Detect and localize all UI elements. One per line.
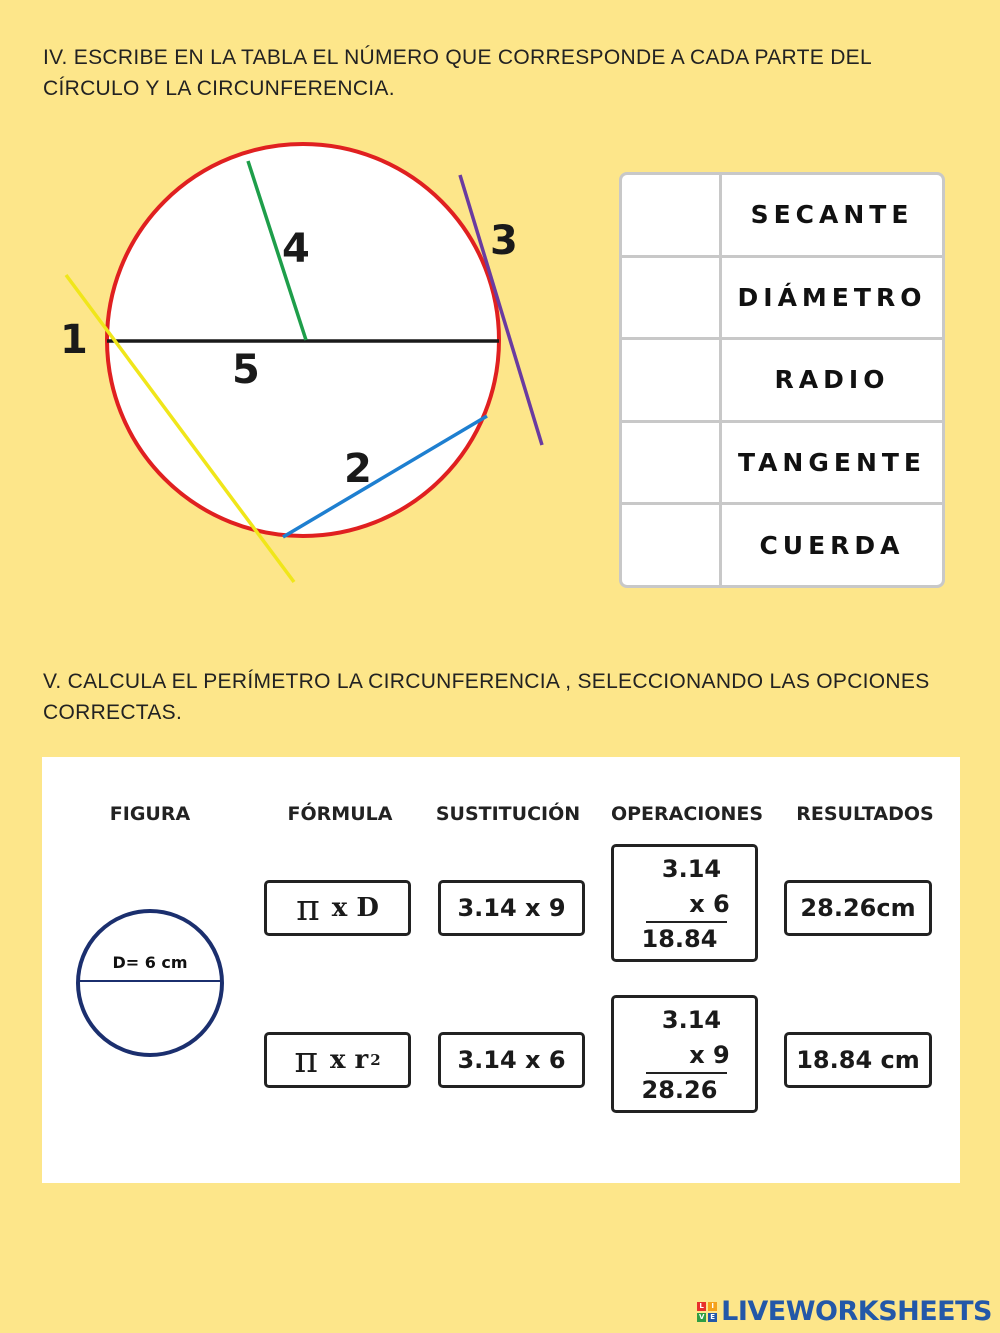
- label-1: 1: [60, 317, 88, 363]
- pi-symbol: π: [294, 1039, 318, 1081]
- operation-mult: x 9: [689, 1041, 730, 1069]
- table-row: [622, 340, 942, 423]
- formula-exponent: 2: [370, 1051, 381, 1069]
- logo-text: LIVEWORKSHEETS: [721, 1296, 992, 1327]
- figure-circle: [78, 911, 222, 1055]
- logo-letter: I: [708, 1302, 717, 1311]
- label-2: 2: [344, 446, 372, 492]
- answer-input[interactable]: [622, 505, 722, 585]
- logo-mark-icon: [697, 1302, 717, 1322]
- answer-input[interactable]: [622, 175, 722, 255]
- answer-input[interactable]: [622, 423, 722, 503]
- formula-text: x r: [329, 1045, 369, 1075]
- row-label: TANGENTE: [737, 448, 927, 478]
- substitution-option[interactable]: 3.14 x 9: [438, 880, 585, 936]
- header-formula: FÓRMULA: [287, 803, 393, 825]
- label-3: 3: [490, 218, 518, 264]
- operation-option[interactable]: [611, 995, 758, 1113]
- operation-mult: x 6: [689, 890, 730, 918]
- section-4-instruction: IV. ESCRIBE EN LA TABLA EL NÚMERO QUE CORRESPONDE A CADA PARTE DEL CÍRCULO Y LA CIRCUNFERENCIA.: [43, 46, 872, 100]
- figure-label: D= 6 cm: [112, 953, 188, 972]
- formula-option-diameter[interactable]: [264, 880, 411, 936]
- result-option[interactable]: 18.84 cm: [784, 1032, 932, 1088]
- logo-letter: V: [698, 1312, 705, 1321]
- label-4: 4: [282, 226, 310, 272]
- row-label: CUERDA: [759, 530, 905, 560]
- logo-letter: L: [697, 1302, 706, 1311]
- row-label: SECANTE: [750, 200, 914, 230]
- table-row: [622, 175, 942, 258]
- liveworksheets-logo: [697, 1296, 992, 1327]
- table-row: [622, 258, 942, 341]
- result-option[interactable]: 28.26cm: [784, 880, 932, 936]
- table-row: [622, 423, 942, 506]
- operation-top: 3.14: [661, 855, 722, 883]
- matching-table: [619, 172, 945, 588]
- pi-symbol: π: [296, 887, 320, 929]
- label-5: 5: [232, 347, 260, 393]
- section-5-instruction: V. CALCULA EL PERÍMETRO LA CIRCUNFERENCIA , SELECCIONANDO LAS OPCIONES CORRECTAS.: [43, 670, 930, 724]
- circle-figure: [72, 905, 228, 1061]
- row-label: DIÁMETRO: [737, 282, 927, 312]
- operation-top: 3.14: [661, 1006, 722, 1034]
- header-resultados: RESULTADOS: [796, 803, 934, 825]
- row-label: RADIO: [774, 365, 890, 395]
- logo-letter: E: [708, 1313, 717, 1322]
- formula-text: x D: [331, 893, 379, 923]
- header-operaciones: OPERACIONES: [610, 803, 764, 825]
- answer-input[interactable]: [622, 258, 722, 338]
- formula-option-radius[interactable]: [264, 1032, 411, 1088]
- header-sustitucion: SUSTITUCIÓN: [435, 803, 581, 825]
- operation-option[interactable]: [611, 844, 758, 962]
- operation-result: 28.26: [641, 1076, 718, 1104]
- perimeter-exercise-panel: [42, 757, 960, 1183]
- header-figura: FIGURA: [109, 803, 191, 825]
- operation-result: 18.84: [641, 925, 718, 953]
- answer-input[interactable]: [622, 340, 722, 420]
- table-row: [622, 505, 942, 585]
- circle-parts-diagram: [50, 140, 570, 600]
- substitution-option[interactable]: 3.14 x 6: [438, 1032, 585, 1088]
